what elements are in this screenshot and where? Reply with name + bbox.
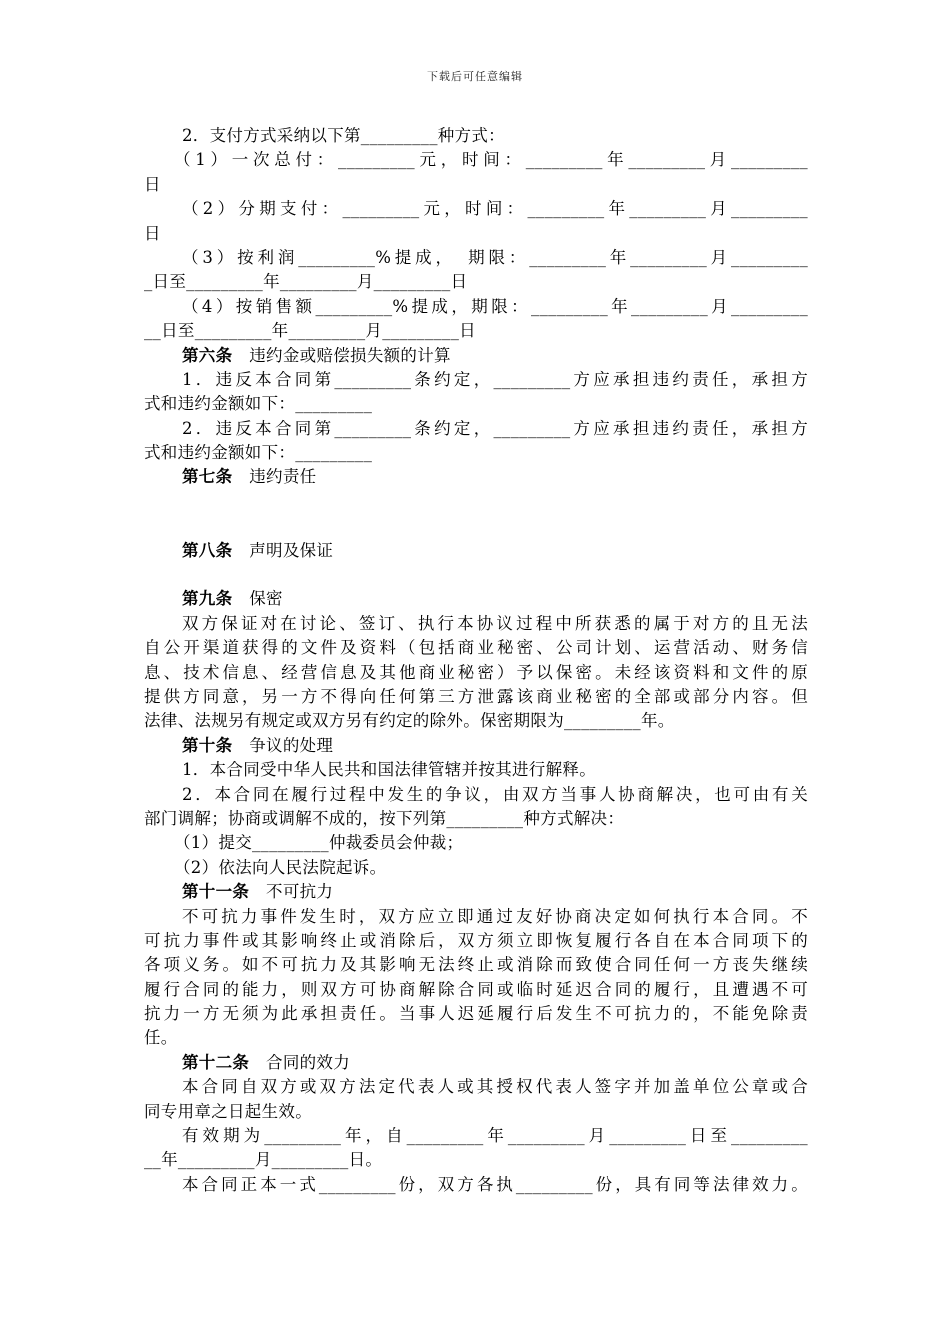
payment-option-1-cont: 日 [144, 174, 161, 194]
article-9-para-line-1: 双方保证对在讨论、签订、执行本协议过程中所获悉的属于对方的且无法 [182, 613, 808, 633]
article-11-para-line-1: 不可抗力事件发生时，双方应立即通过友好协商决定如何执行本合同。不 [182, 906, 808, 926]
article-10-option-2: （2）依法向人民法院起诉。 [174, 857, 387, 877]
article-6-item-1-cont: 式和违约金额如下：_________ [144, 394, 373, 414]
article-12-title: 合同的效力 [266, 1052, 351, 1072]
article-9-title: 保密 [249, 589, 283, 609]
article-6-heading [144, 344, 808, 368]
article-6-item-2: 2．违反本合同第_________条约定，_________方应承担违约责任，承担方 [182, 418, 808, 438]
article-10-heading [144, 734, 808, 758]
article-6-number: 第六条 [182, 345, 233, 365]
article-11-para-line-2: 可抗力事件或其影响终止或消除后，双方须立即恢复履行各自在本合同项下的 [144, 930, 808, 950]
article-6-title: 违约金或赔偿损失额的计算 [249, 345, 451, 365]
article-9-para-line-5: 法律、法规另有规定或双方另有约定的除外。保密期限为_________年。 [144, 711, 675, 731]
payment-option-4: （4）按销售额_________%提成，期限：_________年_________月_________ [182, 296, 808, 316]
article-9-para-line-2: 自公开渠道获得的文件及资料（包括商业秘密、公司计划、运营活动、财务信 [144, 638, 808, 658]
payment-method-line: 2．支付方式采纳以下第_________种方式： [182, 126, 505, 145]
validity-period-cont: __年_________月_________日。 [144, 1150, 383, 1170]
article-11-number: 第十一条 [182, 882, 250, 902]
article-11-para-line-5: 抗力一方无须为此承担责任。当事人迟延履行后发生不可抗力的，不能免除责 [144, 1004, 808, 1024]
article-7-number: 第七条 [182, 467, 233, 487]
article-9-para-line-3: 息、技术信息、经营信息及其他商业秘密）予以保密。未经该资料和文件的原 [144, 662, 808, 682]
page-header: 下载后可任意编辑 [427, 70, 523, 83]
contract-body [144, 124, 808, 1197]
payment-option-2: （2）分期支付：_________元，时间：_________年_________月_________ [182, 199, 808, 219]
article-9-heading [144, 587, 808, 611]
article-10-option-1: （1）提交_________仲裁委员会仲裁； [174, 833, 464, 853]
article-11-para-line-6: 任。 [144, 1028, 178, 1048]
article-7-heading [144, 465, 808, 489]
payment-option-1: （1）一次总付：_________元，时间：_________年_________月_________ [174, 150, 808, 170]
article-9-number: 第九条 [182, 589, 233, 609]
article-11-heading [144, 880, 808, 904]
payment-option-3: （3）按利润_________%提成， 期限：_________年_________月_________ [182, 247, 808, 267]
article-11-title: 不可抗力 [266, 882, 334, 902]
validity-period-line: 有效期为_________年，自_________年_________月_________日至_________ [182, 1126, 808, 1146]
article-12-para-line-2: 同专用章之日起生效。 [144, 1101, 312, 1121]
article-10-title: 争议的处理 [249, 735, 334, 755]
article-8-title: 声明及保证 [249, 540, 334, 560]
article-10-item-1: 1．本合同受中华人民共和国法律管辖并按其进行解释。 [182, 760, 596, 780]
article-8-number: 第八条 [182, 540, 233, 560]
article-11-para-line-3: 各项义务。如不可抗力及其影响无法终止或消除而致使合同任何一方丧失继续 [144, 955, 808, 975]
article-7-title: 违约责任 [249, 467, 317, 487]
article-10-number: 第十条 [182, 735, 233, 755]
payment-option-3-cont: _日至_________年_________月_________日 [144, 272, 468, 292]
article-10-item-2-cont: 部门调解；协商或调解不成的，按下列第_________种方式解决： [144, 808, 625, 828]
article-6-item-2-cont: 式和违约金额如下：_________ [144, 443, 373, 463]
article-10-item-2: 2．本合同在履行过程中发生的争议，由双方当事人协商解决，也可由有关 [182, 784, 808, 804]
article-12-para-line-1: 本合同自双方或双方法定代表人或其授权代表人签字并加盖单位公章或合 [182, 1077, 808, 1097]
article-12-heading [144, 1051, 808, 1075]
article-8-heading [144, 539, 808, 563]
article-6-item-1: 1．违反本合同第_________条约定，_________方应承担违约责任，承担方 [182, 369, 808, 389]
copies-line: 本合同正本一式_________份，双方各执_________份，具有同等法律效力。 [182, 1174, 808, 1194]
article-11-para-line-4: 履行合同的能力，则双方可协商解除合同或临时延迟合同的履行，且遭遇不可 [144, 979, 808, 999]
article-9-para-line-4: 提供方同意，另一方不得向任何第三方泄露该商业秘密的全部或部分内容。但 [144, 686, 808, 706]
article-12-number: 第十二条 [182, 1052, 250, 1072]
payment-option-2-cont: 日 [144, 223, 161, 243]
payment-option-4-cont: __日至_________年_________月_________日 [144, 321, 476, 341]
